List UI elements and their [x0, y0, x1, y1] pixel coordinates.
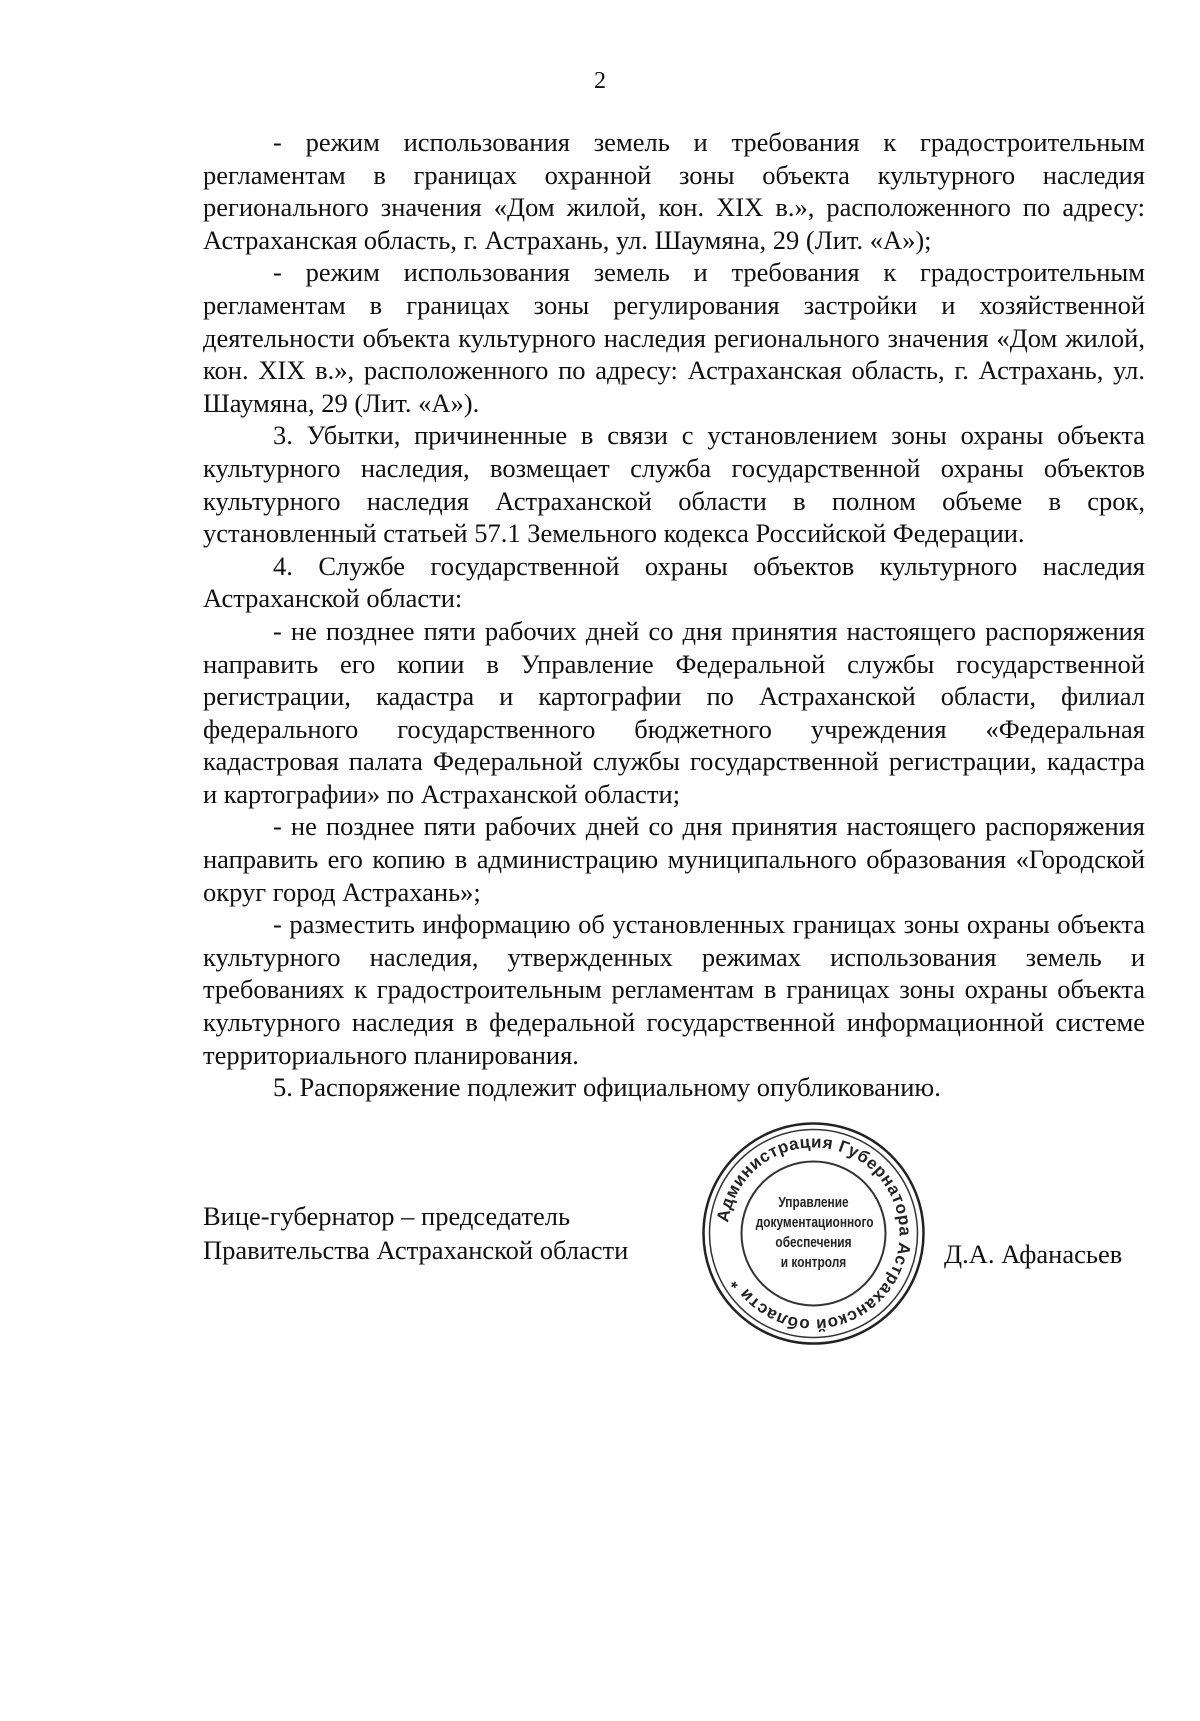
paragraph-item-5-publication: 5. Распоряжение подлежит официальному опубликованию. [273, 1072, 941, 1103]
signatory-name: Д.А. Афанасьев [944, 1239, 1123, 1269]
signatory-position-line-1: Вице-губернатор – председатель [203, 1201, 571, 1231]
seal-center-text [756, 1193, 872, 1273]
official-seal [701, 1121, 926, 1346]
signatory-position [203, 1199, 628, 1267]
seal-center-line-2: документационного [755, 1215, 874, 1231]
page-number: 2 [594, 68, 606, 94]
document-body [203, 126, 1145, 1104]
paragraph-regime-regulation-zone: - режим использования земель и требования к градостроительным регламентам в границах зоны регулирования застройки и хозяйственной деятельности объекта культурного наследия регионального значения «Дом жилой, кон. XIX в.», расположенного по адресу: Астраханская область, г. Астрахань, ул. Шаумяна, 29 (Лит. «А»). [203, 257, 1145, 418]
paragraph-publish-fgis: - разместить информацию об установленных границах зоны охраны объекта культурного наследия, утвержденных режимах использования земель и требованиях к градостроительным регламентам в границах зоны охраны объекта культурного наследия в федеральной государственной информационной системе территориального планирования. [203, 909, 1145, 1070]
paragraph-item-3-losses: 3. Убытки, причиненные в связи с установлением зоны охраны объекта культурного наследия, возмещает служба государственной охраны объектов культурного наследия Астраханской области в полном объеме в срок, установленный статьей 57.1 Земельного кодекса Российской Федерации. [203, 420, 1145, 549]
paragraph-send-copies-rosreestr: - не позднее пяти рабочих дней со дня принятия настоящего распоряжения направить его копии в Управление Федеральной службы государственной регистрации, кадастра и картографии по Астраханской области, филиал федерального государственного бюджетного учреждения «Федеральная кадастровая палата Федеральной службы государственной регистрации, кадастра и картографии» по Астраханской области; [203, 615, 1145, 809]
seal-ring-text: Администрация Губернатора Астраханской области * [713, 1132, 915, 1335]
seal-center-line-1: Управление [778, 1195, 849, 1211]
paragraph-regime-protection-zone: - режим использования земель и требования к градостроительным регламентам в границах охранной зоны объекта культурного наследия регионального значения «Дом жилой, кон. XIX в.», расположенного по адресу: Астраханская область, г. Астрахань, ул. Шаумяна, 29 (Лит. «А»); [203, 127, 1145, 255]
seal-center-line-4: и контроля [780, 1255, 847, 1271]
paragraph-item-4-service: 4. Службе государственной охраны объектов культурного наследия Астраханской области: [203, 550, 1145, 614]
paragraph-send-copy-municipality: - не позднее пяти рабочих дней со дня принятия настоящего распоряжения направить его копию в администрацию муниципального образования «Городской округ город Астрахань»; [203, 811, 1145, 907]
signatory-position-line-2: Правительства Астраханской области [203, 1235, 629, 1265]
seal-center-line-3: обеспечения [775, 1235, 852, 1251]
